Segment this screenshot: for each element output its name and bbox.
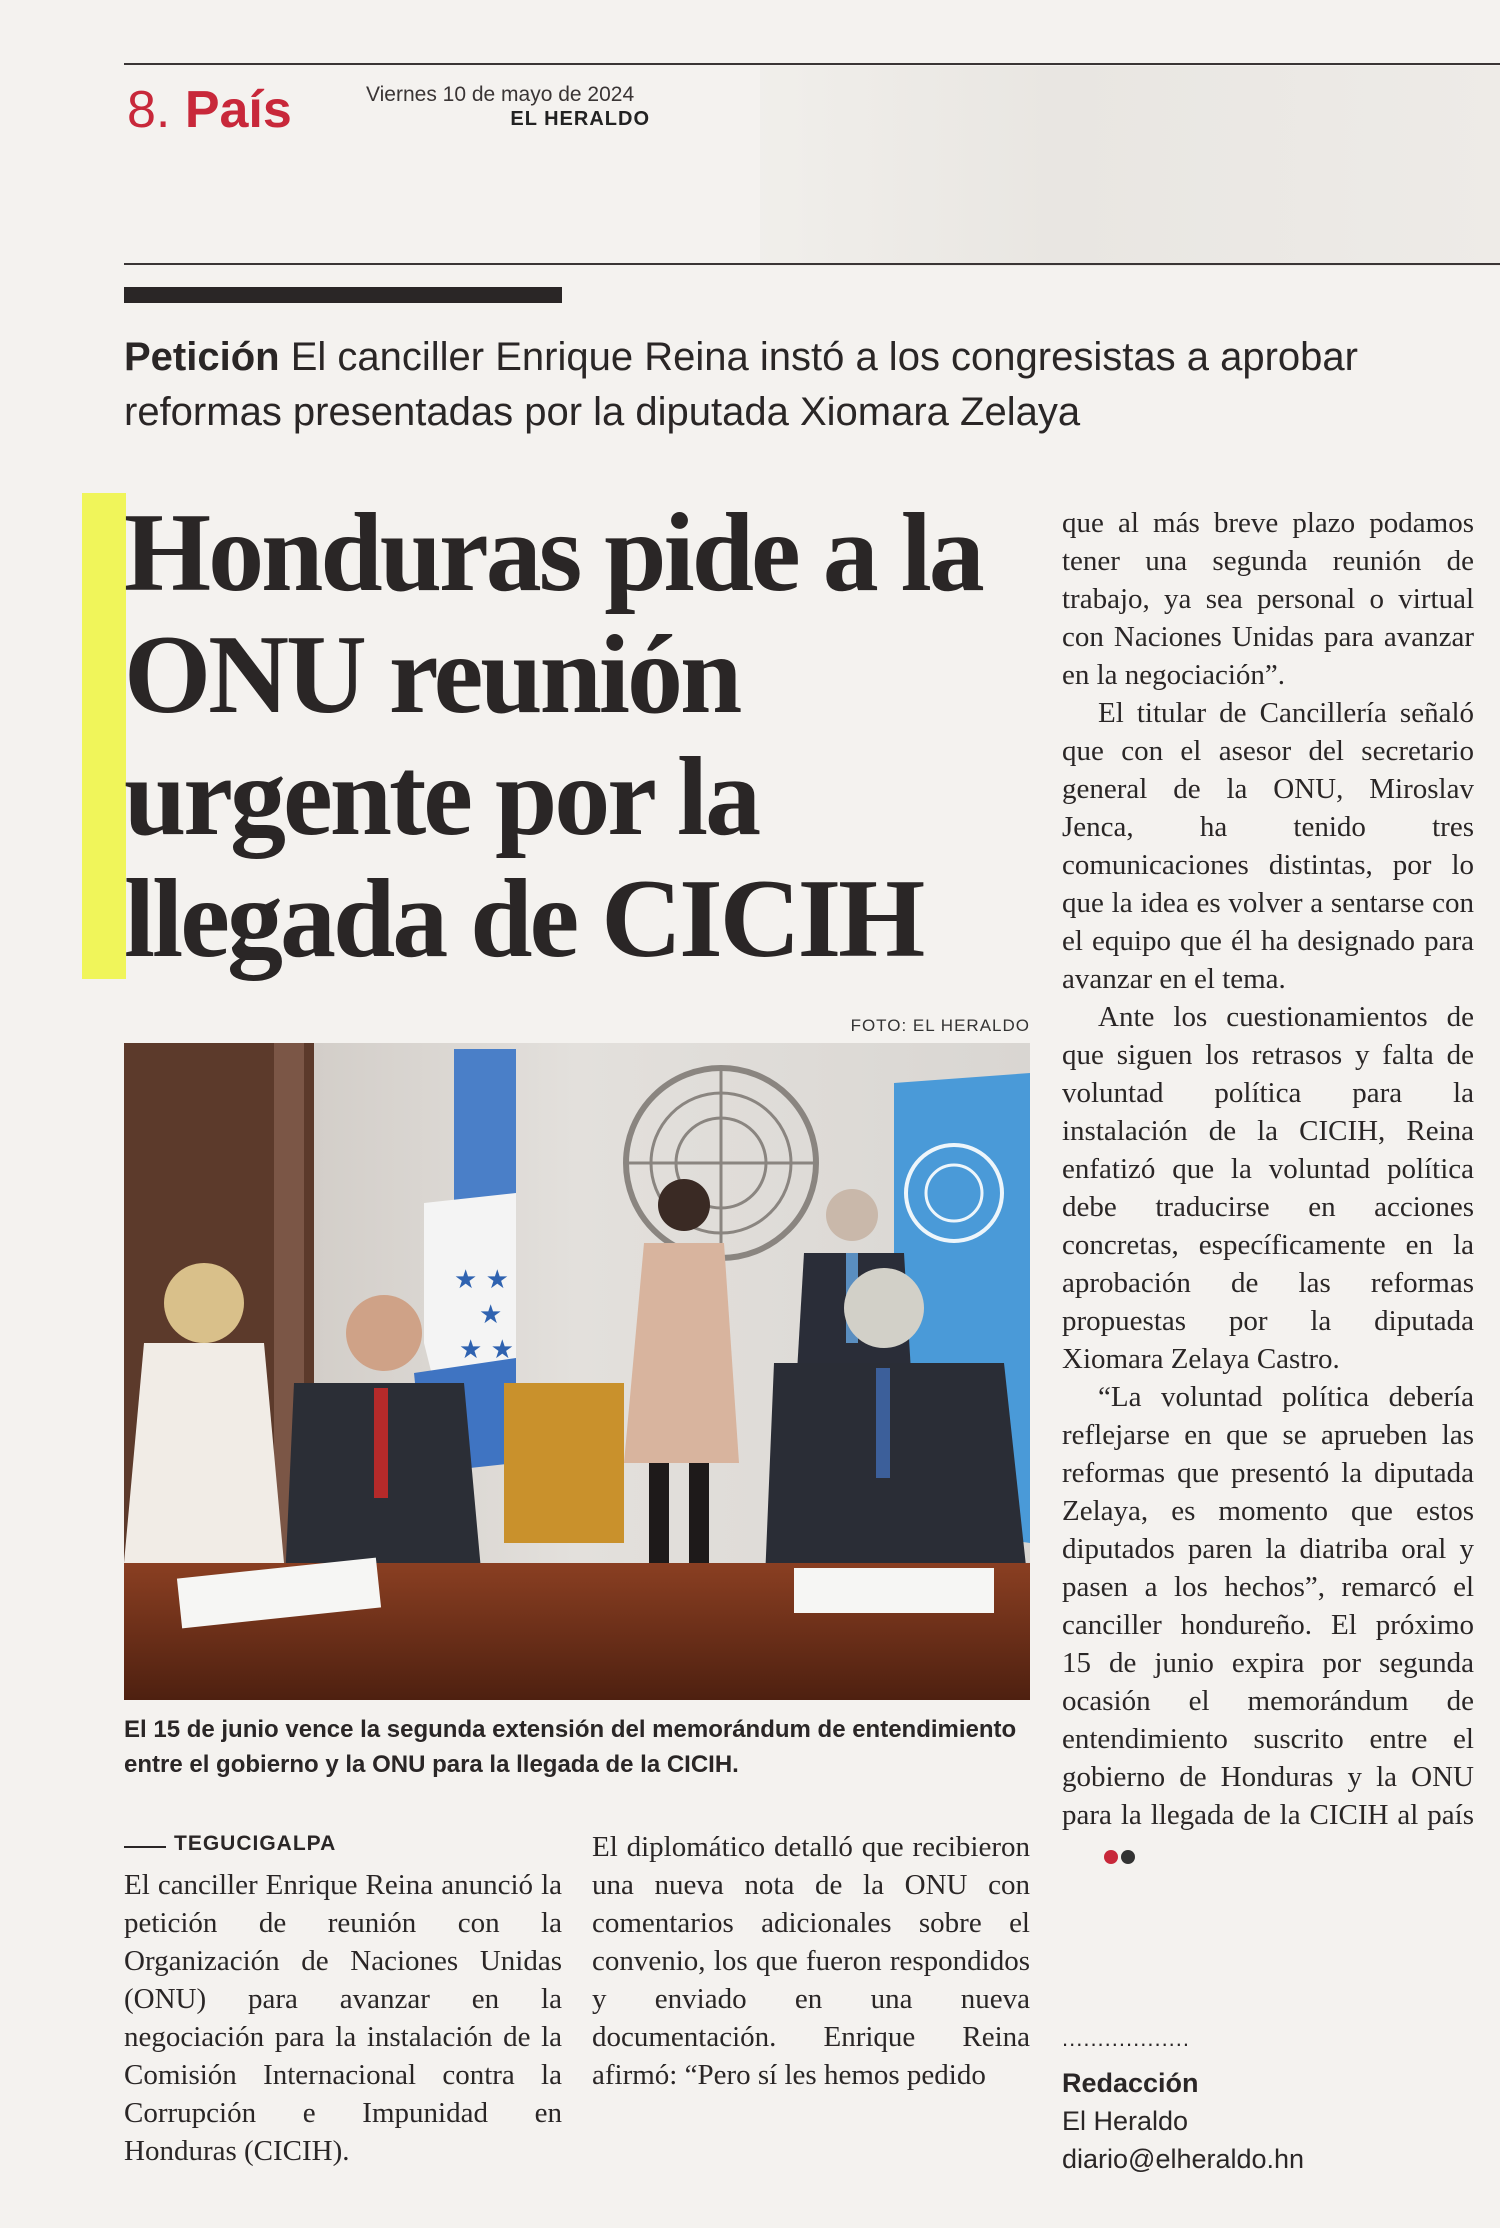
dateline: TEGUCIGALPA [124, 1832, 336, 1856]
paragraph: El titular de Cancillería señaló que con el asesor del secretario general de la ONU, Miroslav Jenca, ha tenido tres comunicaciones distintas, por lo que la idea es volver a sentarse con el equipo que él ha designado para avanzar en el tema. [1062, 697, 1474, 995]
signing-ceremony-photo [124, 1043, 1030, 1700]
paragraph-last [1062, 1378, 1474, 1874]
page-section-label: 8. País [127, 81, 292, 139]
photo-caption: El 15 de junio vence la segunda extensión del memorándum de entendimiento entre el gobierno y la ONU para la llegada de la CICIH. [124, 1716, 1017, 1778]
end-mark [1068, 1836, 1138, 1874]
highlighter-mark [82, 493, 126, 979]
svg-text:★ ★: ★ ★ [454, 1265, 509, 1295]
section-name: País [184, 81, 292, 139]
signature-separator: .................. [1062, 2026, 1191, 2051]
kicker-label: Petición [124, 335, 280, 379]
headline: Honduras pide a la ONU reunión urgente por la llegada de CICIH [124, 491, 982, 981]
article-column-1 [124, 1866, 562, 2170]
signature [1062, 2064, 1304, 2178]
end-mark-dot-red [1104, 1850, 1118, 1864]
paragraph: Ante los cuestionamientos de que siguen los retrasos y falta de voluntad política para la instalación de la CICIH, Reina enfatizó que la voluntad política debe traducirse en acciones concretas, específicamente en la aprobación de las reformas propuestas por la diputada Xiomara Zelaya Castro. [1062, 1001, 1474, 1375]
photo-credit: FOTO: EL HERALDO [850, 1016, 1030, 1035]
paragraph-text: “La voluntad política debería reflejarse en que se aprueben las reformas que presentó la diputada Zelaya, es momento que estos diputados paren la diatriba oral y pasen a los hechos”, remarcó el canciller hondureño. El próximo 15 de junio expira por segunda ocasión el memorándum de entendimiento suscrito entre el gobierno de Honduras y la ONU para la llegada de la CICIH al país [1062, 1381, 1474, 1831]
end-mark-dot-dark [1121, 1850, 1135, 1864]
svg-text:★: ★ [479, 1300, 503, 1330]
paragraph: que al más breve plazo podamos tener una segunda reunión de trabajo, ya sea personal o virtual con Naciones Unidas para avanzar en la negociación”. [1062, 507, 1474, 691]
article-column-3 [1062, 504, 1474, 1874]
bleed-through-area [760, 66, 1500, 266]
section-rule [124, 263, 1500, 265]
kicker-bar [124, 287, 562, 303]
article-column-2 [592, 1828, 1030, 2094]
kicker-text: El canciller Enrique Reina instó a los congresistas a aprobar reformas presentadas por la diputada Xiomara Zelaya [124, 335, 1358, 434]
top-rule [124, 63, 1500, 65]
newspaper-name: EL HERALDO [510, 108, 650, 130]
signature-email: diario@elheraldo.hn [1062, 2144, 1305, 2174]
issue-date: Viernes 10 de mayo de 2024 [366, 83, 635, 106]
news-photo [124, 1043, 1030, 1700]
signature-outlet: El Heraldo [1062, 2106, 1189, 2136]
svg-text:★ ★: ★ ★ [459, 1335, 514, 1365]
page-number: 8 [127, 81, 156, 139]
paragraph: El diplomático detalló que recibieron una nueva nota de la ONU con comentarios adicionales sobre el convenio, los que fueron respondidos y enviado en una nueva documentación. Enrique Reina afirmó: “Pero sí les hemos pedido [592, 1831, 1030, 2091]
kicker [124, 330, 1464, 440]
paragraph: El canciller Enrique Reina anunció la petición de reunión con la Organización de Naciones Unidas (ONU) para avanzar en la negociación para la instalación de la Comisión Internacional contra la Corrupción e Impunidad en Honduras (CICIH). [124, 1869, 562, 2167]
signature-label: Redacción [1062, 2068, 1199, 2098]
